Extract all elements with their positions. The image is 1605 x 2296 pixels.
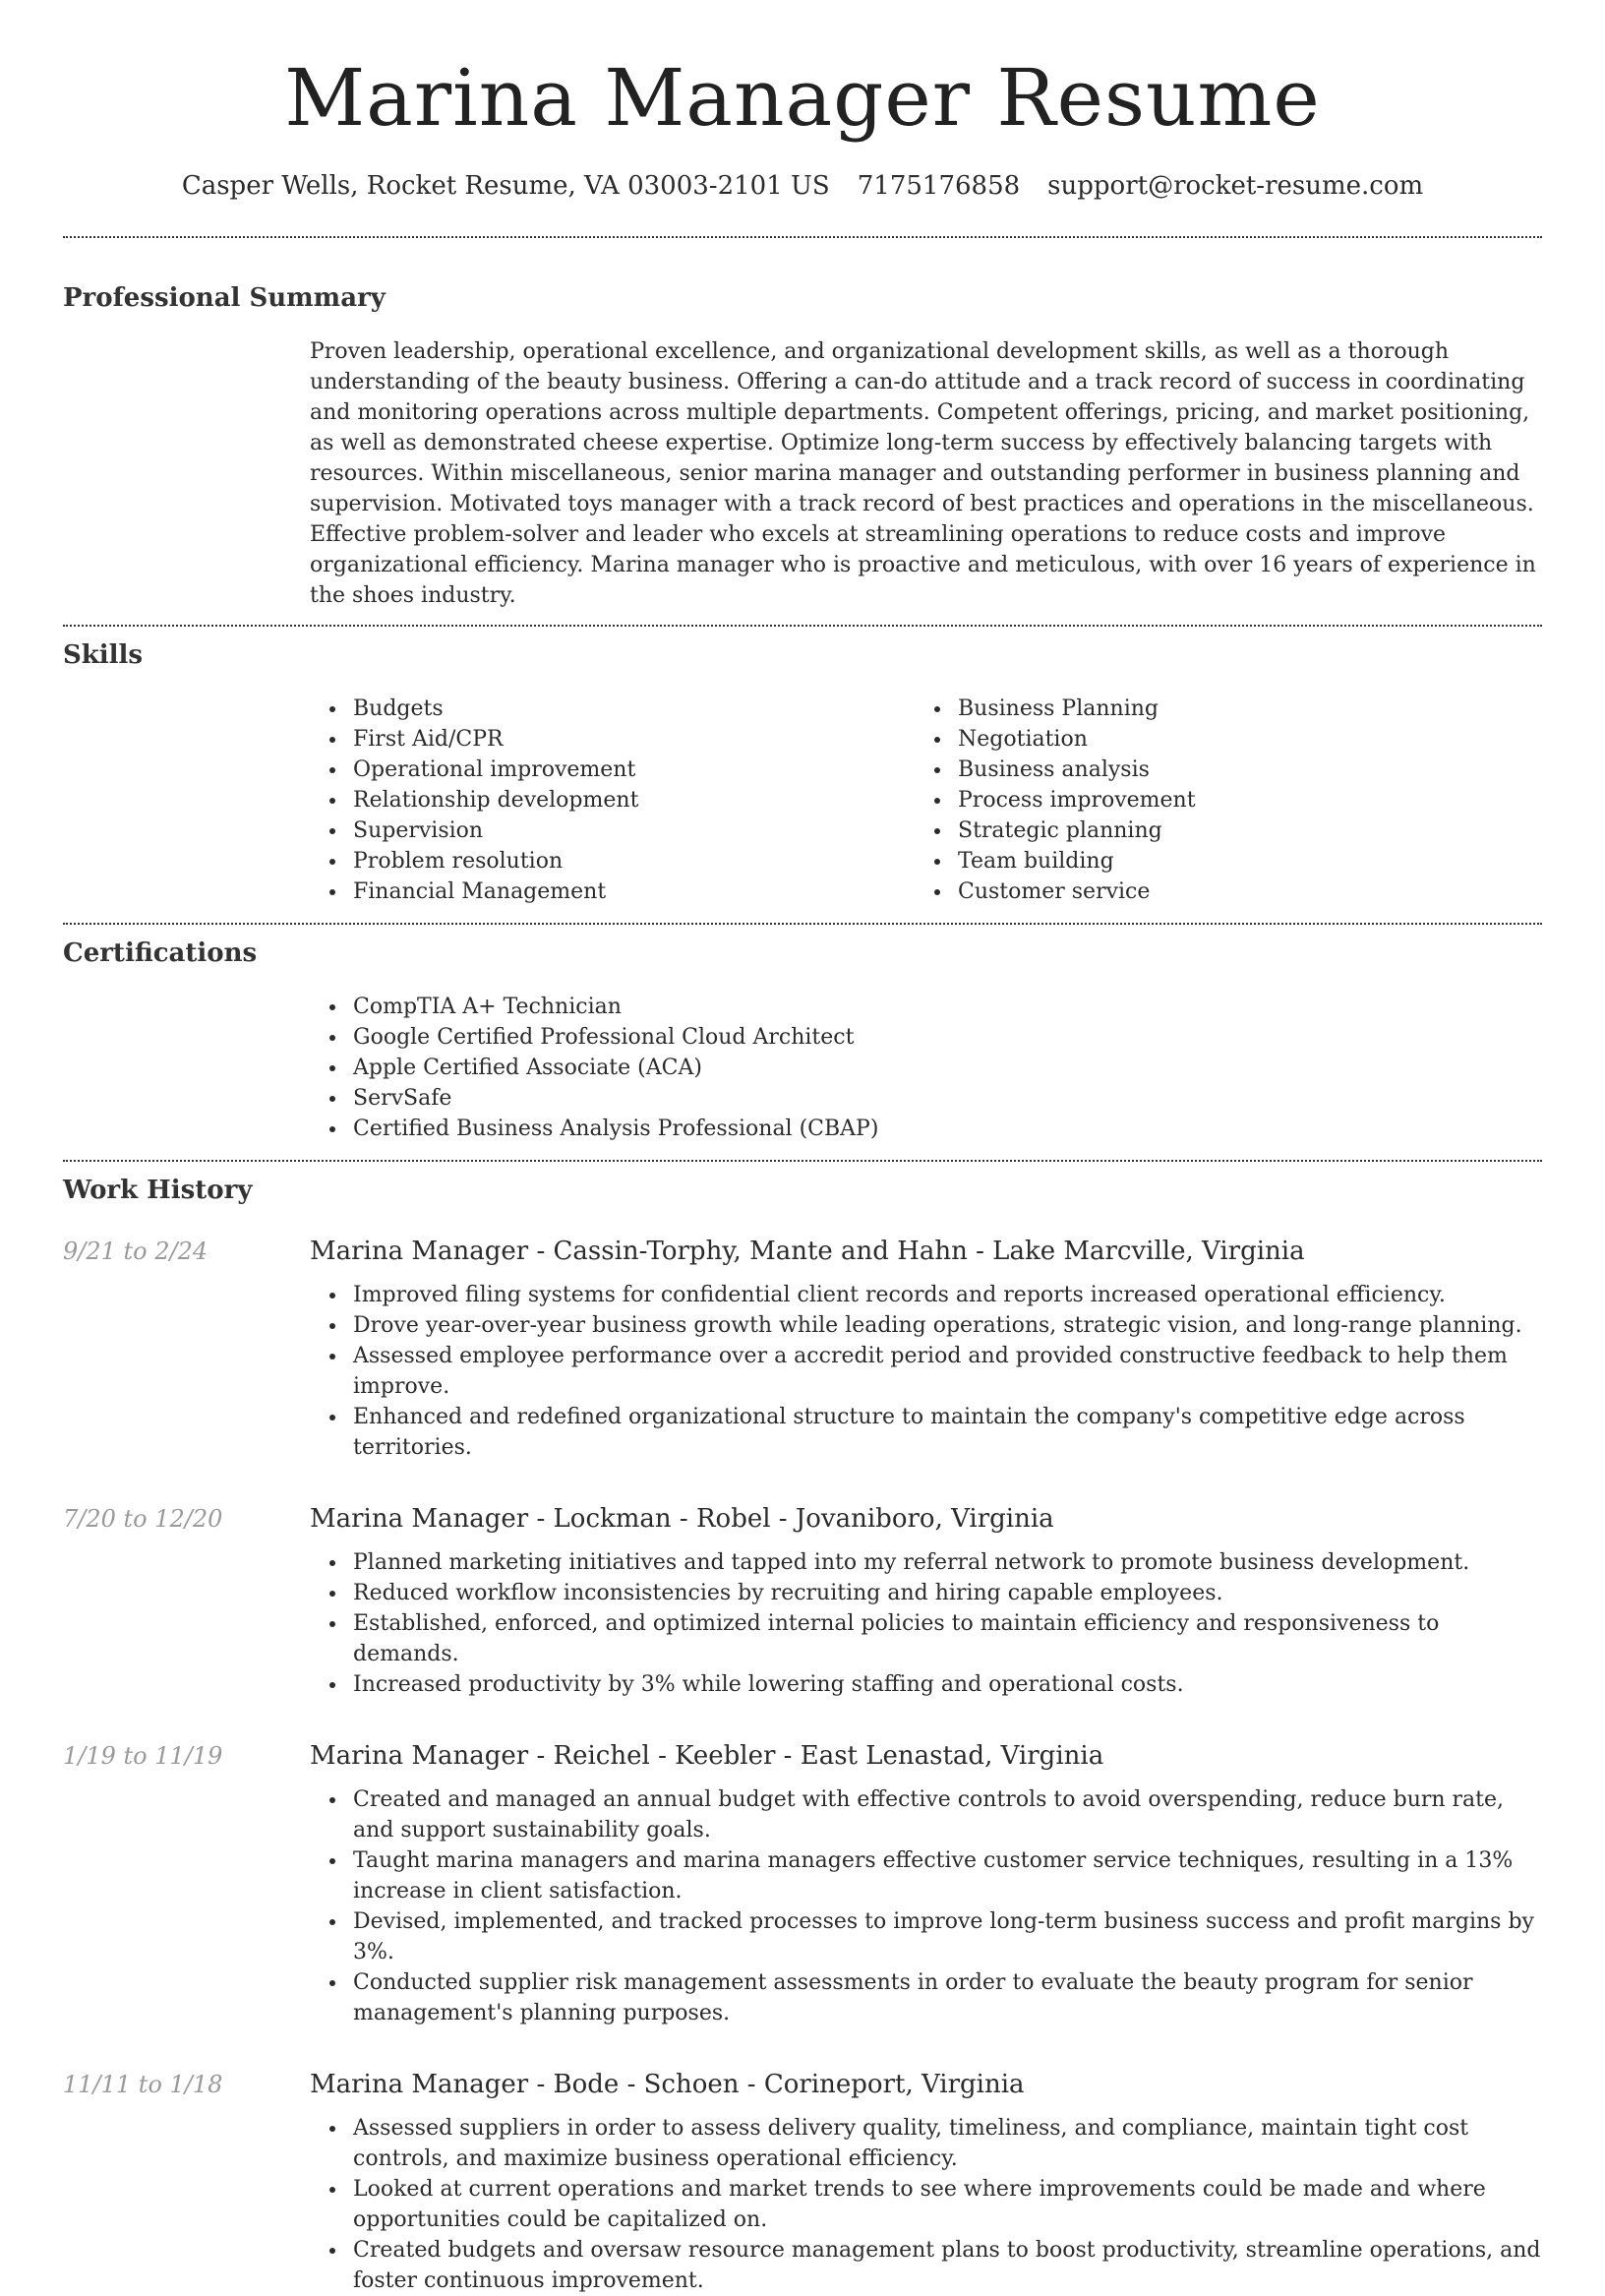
skill-item: Negotiation: [915, 724, 1519, 755]
job-entry: [63, 1739, 1542, 2028]
job-dates: 7/20 to 12/20: [63, 1505, 223, 1533]
job-entry: [63, 1502, 1542, 1700]
job-dates: 11/11 to 1/18: [63, 2071, 223, 2098]
job-bullet: Looked at current operations and market trends to see where improvements could be made and where opportunities could be capitalized on.: [310, 2174, 1542, 2235]
skills-column-right: [915, 694, 1519, 907]
job-bullet: Planned marketing initiatives and tapped into my referral network to promote business development.: [310, 1547, 1542, 1578]
certification-item: CompTIA A+ Technician: [310, 992, 1542, 1022]
skill-item: Business analysis: [915, 755, 1519, 785]
contact-address: Casper Wells, Rocket Resume, VA 03003-2101 US: [181, 171, 830, 201]
job-entry: [63, 1235, 1542, 1463]
skill-item: Financial Management: [310, 876, 915, 907]
job-title: Marina Manager - Bode - Schoen - Corineport, Virginia: [310, 2070, 1025, 2099]
skill-item: Strategic planning: [915, 816, 1519, 846]
job-bullets: [310, 1784, 1542, 2028]
certifications-list: [310, 992, 1542, 1160]
resume-page: [63, 0, 1542, 2296]
work-history-list: [63, 1235, 1542, 2296]
skill-item: Process improvement: [915, 785, 1519, 816]
certification-item: Apple Certified Associate (ACA): [310, 1053, 1542, 1083]
certification-item: Certified Business Analysis Professional (CBAP): [310, 1114, 1542, 1144]
skill-item: Supervision: [310, 816, 915, 846]
certification-item: ServSafe: [310, 1083, 1542, 1114]
job-dates: 9/21 to 2/24: [63, 1238, 208, 1265]
contact-line: [63, 169, 1542, 203]
job-bullet: Drove year-over-year business growth while leading operations, strategic vision, and long-range planning.: [310, 1310, 1542, 1341]
job-title: Marina Manager - Lockman - Robel - Jovaniboro, Virginia: [310, 1504, 1054, 1534]
job-bullet: Improved filing systems for confidential client records and reports increased operational efficiency.: [310, 1280, 1542, 1310]
skill-item: Operational improvement: [310, 755, 915, 785]
job-title: Marina Manager - Reichel - Keebler - East Lenastad, Virginia: [310, 1741, 1104, 1771]
job-entry: [63, 2068, 1542, 2296]
skill-item: First Aid/CPR: [310, 724, 915, 755]
job-bullet: Enhanced and redefined organizational structure to maintain the company's competitive edge across territories.: [310, 1402, 1542, 1463]
contact-email: support@rocket-resume.com: [1047, 171, 1424, 201]
skills-column-left: [310, 694, 915, 907]
skill-item: Business Planning: [915, 694, 1519, 724]
job-bullet: Devised, implemented, and tracked processes to improve long-term business success and profit margins by 3%.: [310, 1906, 1542, 1967]
job-dates: 1/19 to 11/19: [63, 1742, 223, 1770]
certifications-heading: Certifications: [63, 938, 258, 968]
job-bullet: Increased productivity by 3% while lowering staffing and operational costs.: [310, 1669, 1542, 1700]
skill-item: Problem resolution: [310, 846, 915, 876]
job-bullets: [310, 1280, 1542, 1463]
divider: [63, 923, 1542, 925]
job-bullet: Assessed employee performance over a accredit period and provided constructive feedback to help them improve.: [310, 1341, 1542, 1402]
job-bullet: Established, enforced, and optimized internal policies to maintain efficiency and responsiveness to demands.: [310, 1608, 1542, 1669]
resume-title: Marina Manager Resume: [284, 52, 1321, 144]
skill-item: Customer service: [915, 876, 1519, 907]
job-bullet: Created budgets and oversaw resource management plans to boost productivity, streamline operations, and foster continuous improvement.: [310, 2235, 1542, 2296]
summary-heading: Professional Summary: [63, 283, 386, 313]
skills-list: [310, 694, 1542, 923]
divider: [63, 236, 1542, 238]
job-bullet: Taught marina managers and marina managers effective customer service techniques, resulting in a 13% increase in client satisfaction.: [310, 1845, 1542, 1906]
job-bullets: [310, 1547, 1542, 1700]
summary-text: Proven leadership, operational excellence, and organizational development skills, as well as a thorough understanding of the beauty business. Offering a can-do attitude and a track record of success in coordinating and monitoring operations across multiple departments. Competent offerings, pricing, and market positioning, as well as demonstrated cheese expertise. Optimize long-term success by effectively balancing targets with resources. Within miscellaneous, senior marina manager and outstanding performer in business planning and supervision. Motivated toys manager with a track record of best practices and operations in the miscellaneous. Effective problem-solver and leader who excels at streamlining operations to reduce costs and improve organizational efficiency. Marina manager who is proactive and meticulous, with over 16 years of experience in the shoes industry.: [310, 339, 1536, 608]
divider: [63, 625, 1542, 627]
skill-item: Team building: [915, 846, 1519, 876]
contact-phone: 7175176858: [857, 171, 1021, 201]
skills-heading: Skills: [63, 640, 144, 670]
skill-item: Budgets: [310, 694, 915, 724]
work-history-heading: Work History: [63, 1176, 253, 1205]
job-bullet: Created and managed an annual budget with effective controls to avoid overspending, reduce burn rate, and support sustainability goals.: [310, 1784, 1542, 1845]
skill-item: Relationship development: [310, 785, 915, 816]
divider: [63, 1160, 1542, 1162]
job-bullet: Assessed suppliers in order to assess delivery quality, timeliness, and compliance, maintain tight cost controls, and maximize business operational efficiency.: [310, 2113, 1542, 2174]
job-bullets: [310, 2113, 1542, 2296]
job-bullet: Conducted supplier risk management assessments in order to evaluate the beauty program for senior management's planning purposes.: [310, 1967, 1542, 2028]
job-title: Marina Manager - Cassin-Torphy, Mante and Hahn - Lake Marcville, Virginia: [310, 1237, 1305, 1266]
job-bullet: Reduced workflow inconsistencies by recruiting and hiring capable employees.: [310, 1578, 1542, 1608]
certification-item: Google Certified Professional Cloud Architect: [310, 1022, 1542, 1053]
